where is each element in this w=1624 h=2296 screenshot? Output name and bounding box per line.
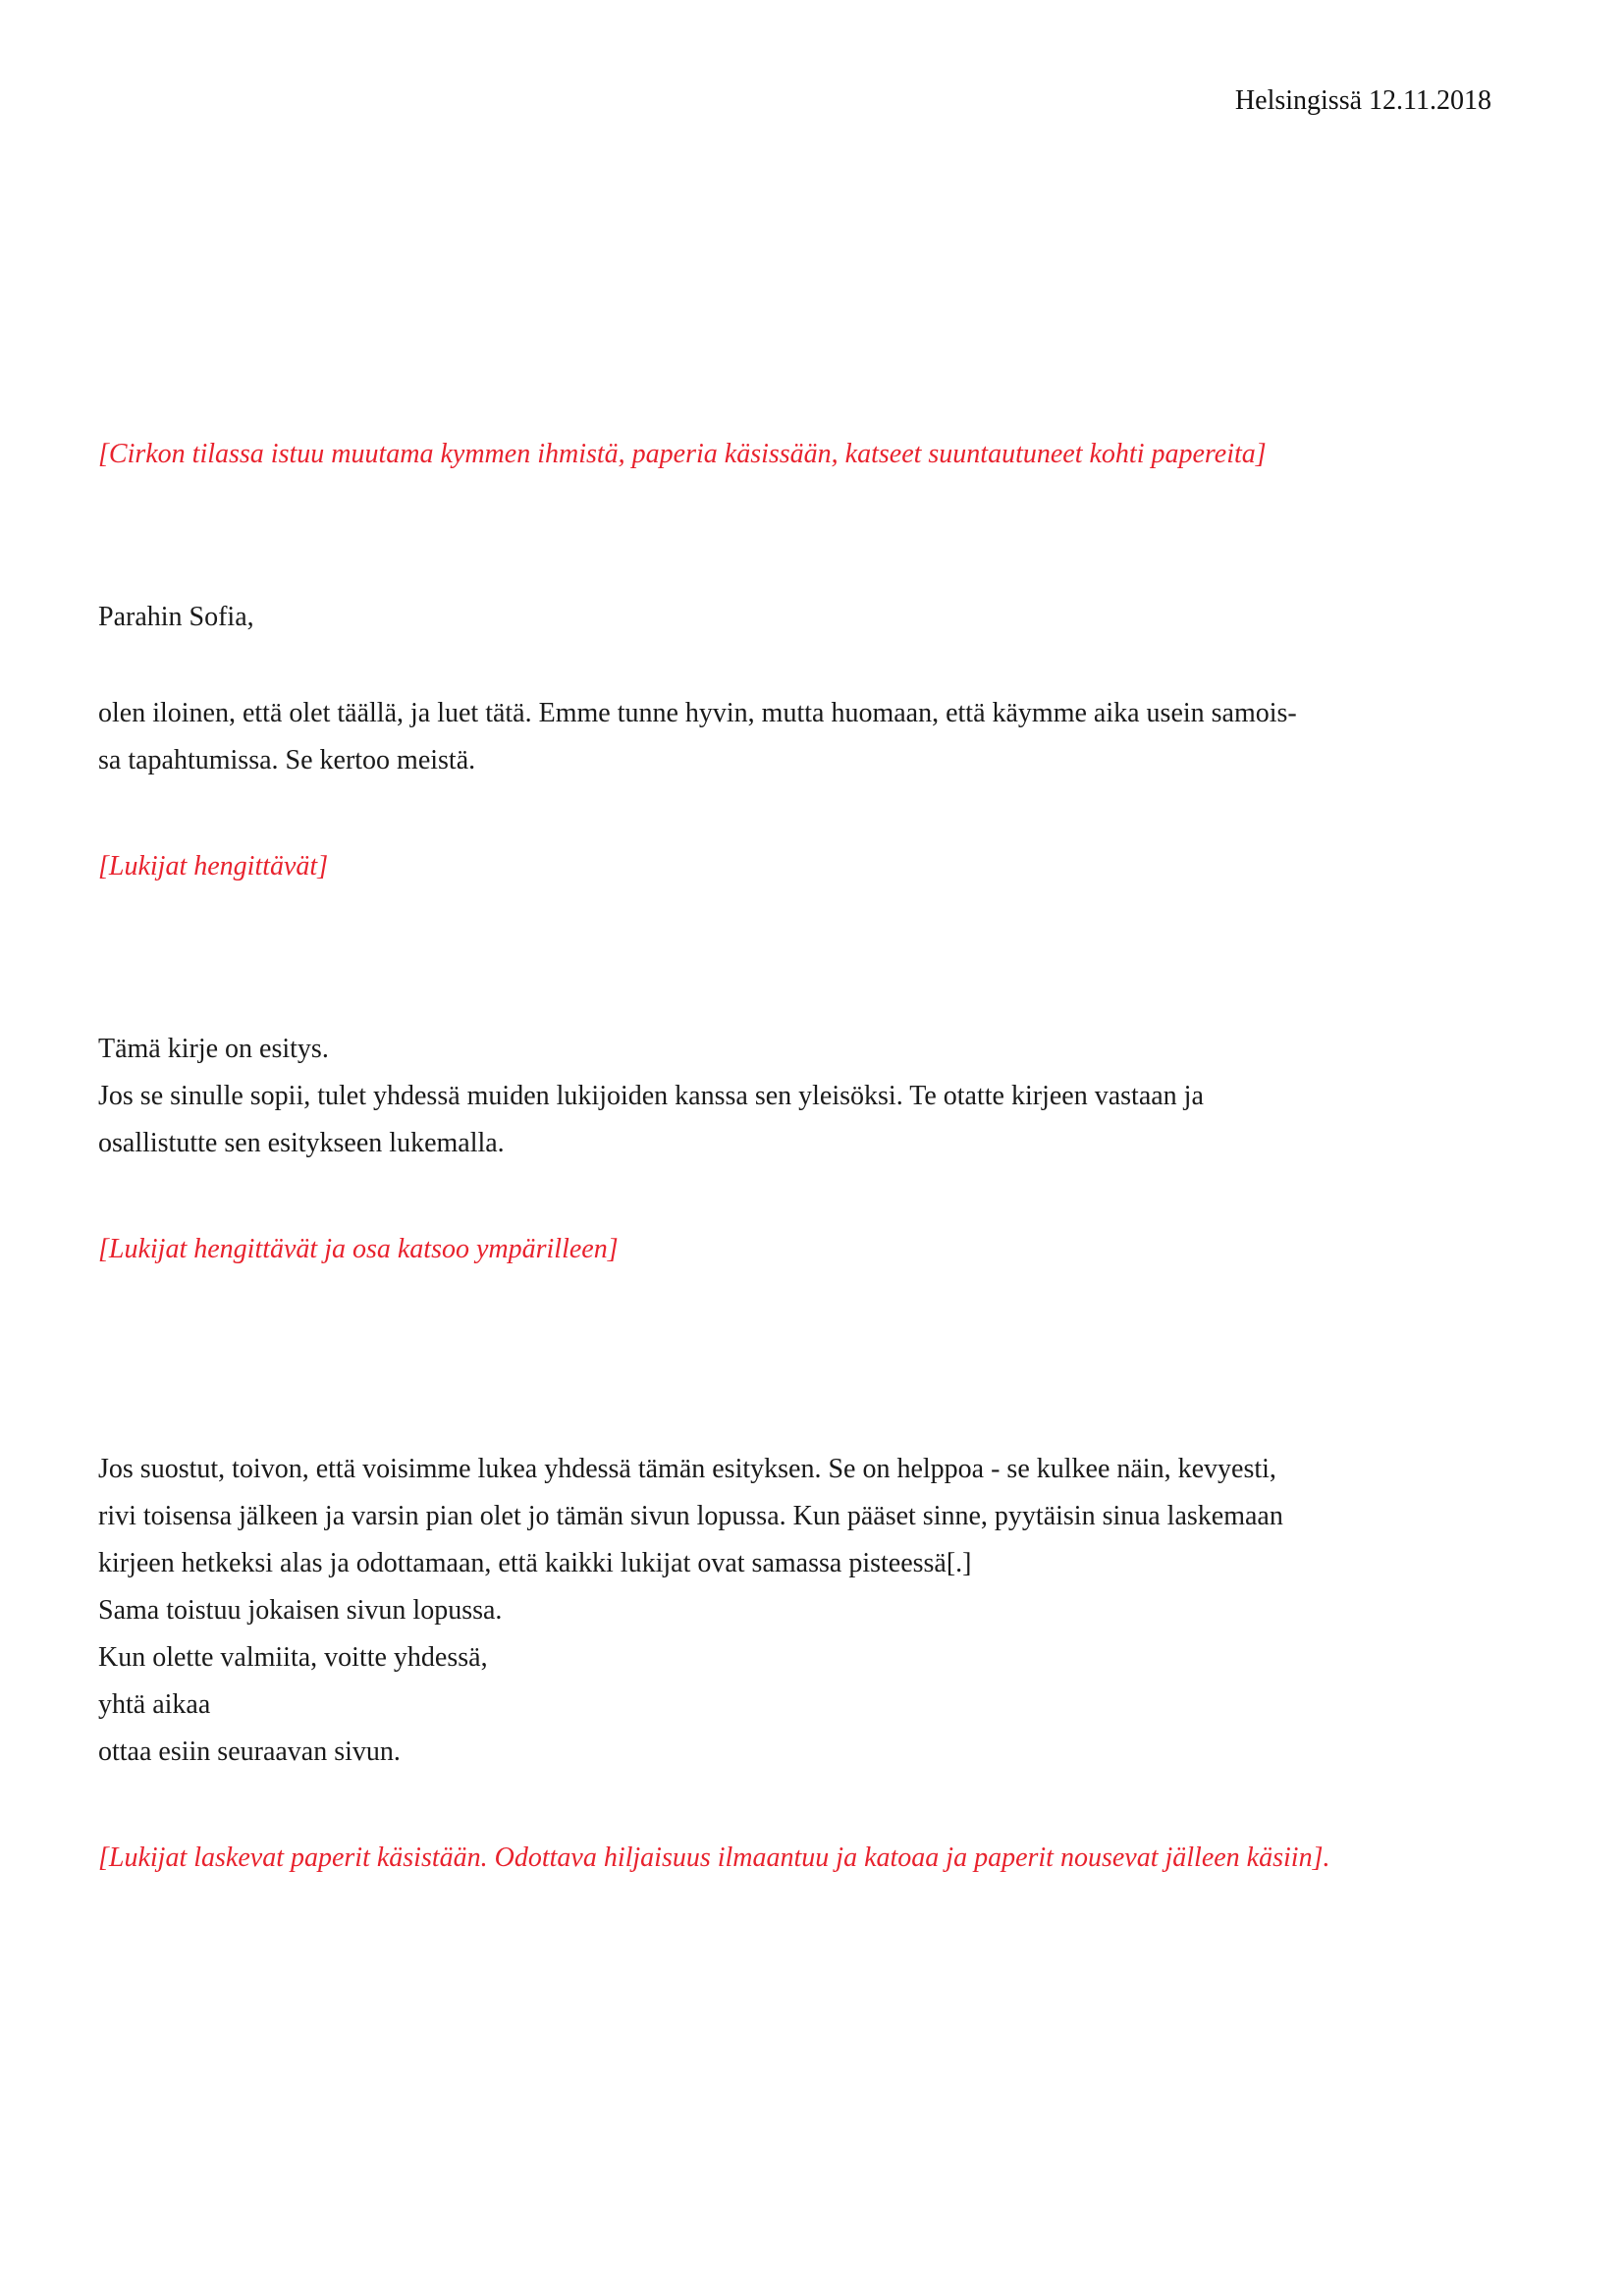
paragraph-3 <box>98 1446 1526 1776</box>
stage-direction-3: [Lukijat hengittävät ja osa katsoo ympärilleen] <box>98 1234 619 1264</box>
paragraph-line: Jos suostut, toivon, että voisimme lukea yhdessä tämän esityksen. Se on helppoa - se kulkee näin, kevyesti, <box>98 1454 1276 1484</box>
paragraph-line: olen iloinen, että olet täällä, ja luet tätä. Emme tunne hyvin, mutta huomaan, että käymme aika usein samois- <box>98 698 1297 728</box>
stage-direction-4: [Lukijat laskevat paperit käsistään. Odottava hiljaisuus ilmaantuu ja katoaa ja paperit nousevat jälleen käsiin]. <box>98 1842 1330 1873</box>
paragraph-line: Sama toistuu jokaisen sivun lopussa. <box>98 1595 503 1626</box>
paragraph-line: Jos se sinulle sopii, tulet yhdessä muiden lukijoiden kanssa sen yleisöksi. Te otatte kirjeen vastaan ja <box>98 1081 1204 1111</box>
paragraph-line: yhtä aikaa <box>98 1689 211 1720</box>
paragraph-line: kirjeen hetkeksi alas ja odottamaan, että kaikki lukijat ovat samassa pisteessä[.] <box>98 1548 972 1578</box>
letter-content <box>98 0 1526 1880</box>
paragraph-line: Tämä kirje on esitys. <box>98 1034 329 1064</box>
date-line: Helsingissä 12.11.2018 <box>1234 85 1491 116</box>
paragraph-2 <box>98 1026 1526 1167</box>
paragraph-line: Kun olette valmiita, voitte yhdessä, <box>98 1642 488 1673</box>
stage-direction-1: [Cirkon tilassa istuu muutama kymmen ihmistä, paperia käsissään, katseet suuntautuneet kohti papereita] <box>98 439 1267 469</box>
stage-direction-2: [Lukijat hengittävät] <box>98 851 329 881</box>
paragraph-line: ottaa esiin seuraavan sivun. <box>98 1736 401 1767</box>
paragraph-line: rivi toisensa jälkeen ja varsin pian olet jo tämän sivun lopussa. Kun pääset sinne, pyytäisin sinua laskemaan <box>98 1501 1283 1531</box>
paragraph-1 <box>98 690 1526 784</box>
greeting-line: Parahin Sofia, <box>98 602 254 632</box>
paragraph-line: sa tapahtumissa. Se kertoo meistä. <box>98 745 476 775</box>
paragraph-line: osallistutte sen esitykseen lukemalla. <box>98 1128 505 1158</box>
